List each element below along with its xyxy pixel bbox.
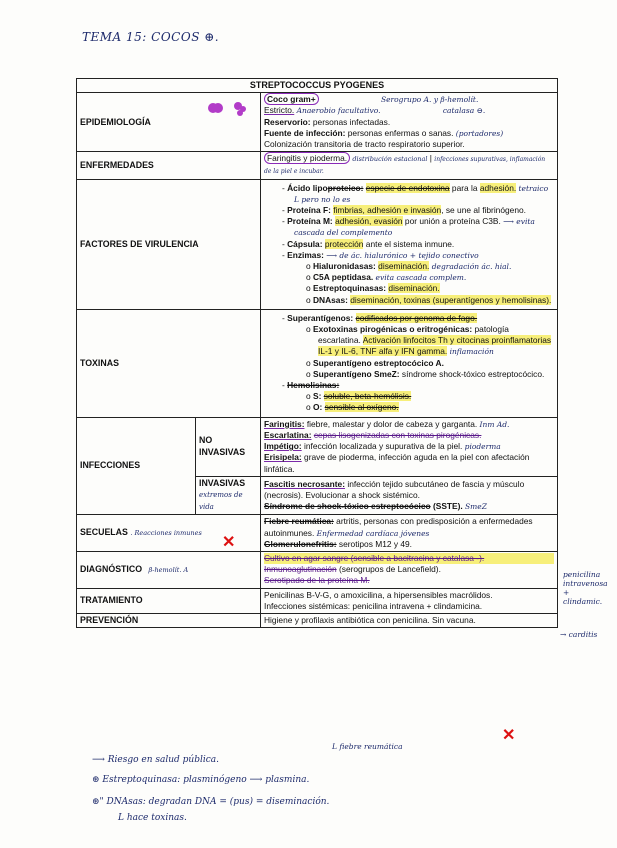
footer-note-4: L hace toxinas. — [118, 813, 187, 823]
fuente-label: Fuente de infección: — [264, 127, 346, 138]
side-note-carditis: → carditis — [560, 630, 598, 639]
cell-secuelas: Fiebre reumática: artritis, personas con predisposición a enfermedades autoinmunes. Enfermedad cardíaca jóvenes Glomerulonefritis: serotipos M12 y 49. — [261, 515, 558, 552]
page-heading: TEMA 15: COCOS ⊕. — [82, 30, 220, 44]
row-diagnostico — [77, 551, 558, 588]
cell-invasivas: Fascitis necrosante: infección tejido subcutáneo de fascia y músculo (necrosis). Evolucionar a shock sistémico. Síndrome de shock-tóxico estreptocócico (SSTE). SmeZ — [261, 476, 558, 515]
cell-enfermedades: Faringitis y pioderma. distribución estacional | infecciones supurativas, inflamación de la piel e incubar. — [261, 152, 558, 179]
footer-note-2: ⊛ Estreptoquinasa: plasminógeno ⟶ plasmina. — [92, 775, 310, 785]
prevencion-below-note: L fiebre reumática — [332, 742, 403, 751]
hemolisina-s-item: o S: soluble, beta-hemólisis. — [318, 391, 554, 402]
enfermedades-text: Faringitis y pioderma. — [264, 152, 350, 164]
label-tratamiento: TRATAMIENTO — [77, 588, 261, 613]
dnasas-item: o DNAsas: diseminación, toxinas (superantígenos y hemolisinas). — [318, 295, 554, 306]
proteina-f-item: - Proteína F: fimbrias, adhesión e invasión, se une al fibrinógeno. — [294, 205, 554, 216]
label-diagnostico: DIAGNÓSTICO β-hemolít. A — [77, 551, 261, 588]
superantigeno-a-item: o Superantígeno estreptocócico A. — [318, 358, 554, 369]
label-invasivas: INVASIVAS extremos de vida — [196, 476, 261, 515]
cell-toxinas — [261, 309, 558, 417]
row-epidemiologia — [77, 93, 558, 152]
row-prevencion — [77, 613, 558, 627]
reservorio-text: personas infectadas. — [312, 116, 391, 127]
capsula-item: - Cápsula: protección ante el sistema inmune. — [294, 239, 554, 250]
hemolisina-o-item: o O: sensible al oxígeno. — [318, 402, 554, 413]
label-prevencion: PREVENCIÓN — [77, 613, 261, 627]
label-virulencia: FACTORES DE VIRULENCIA — [77, 179, 261, 309]
smez-item: o Superantígeno SmeZ: síndrome shock-tóxico estreptocócico. — [318, 369, 554, 380]
row-enfermedades — [77, 152, 558, 179]
inflamacion-note: inflamación — [449, 347, 494, 357]
drawing-icon — [205, 100, 250, 122]
estreptoquinasas-item: o Estreptoquinasas: diseminación. — [318, 283, 554, 294]
table-title: STREPTOCOCCUS PYOGENES — [77, 79, 558, 93]
enfermedades-note-1: distribución estacional — [352, 155, 428, 164]
estricto: Estricto. — [264, 105, 295, 116]
label-no-invasivas: NO INVASIVAS — [196, 417, 261, 476]
acido-item: - Ácido lipoproteico: especie de endotoxina para la adhesión. tetraico L pero no lo es — [294, 183, 554, 205]
reservorio-label: Reservorio: — [264, 116, 311, 127]
row-toxinas — [77, 309, 558, 417]
estricto-note: Anaerobio facultativo. — [296, 106, 381, 116]
streptococcus-table — [76, 78, 558, 628]
hialuronidasas-item: o Hialuronidasas: diseminación. degradación ác. hial. — [318, 261, 554, 272]
cell-prevencion: Higiene y profilaxis antibiótica con penicilina. Sin vacuna. — [261, 613, 558, 627]
enzimas-item: - Enzimas: ⟶ de ác. hialurónico + tejido conectivo o Hialuronidasas: diseminación. degradación ác. hial. o C5A peptidasa. evita cascada complem. o Estreptoquinasas: diseminación. o DNAsas: diseminación, toxinas (superantígenos y hemolisinas). — [294, 250, 554, 306]
portadores-note: (portadores) — [455, 128, 504, 138]
enfermedades-note-2: infecciones supurativas, inflamación de la piel e incubar. — [264, 156, 546, 176]
superantigenos-item: - Superantígenos: codificados por genoma de fago. o Exotoxinas pirogénicas o eritrogénicas: patología escarlatina. Activación linfocitos Th y citocinas proinflamatorias IL-1 y IL-6, TNF alfa y IFN gamma. inflamación o Superantígeno estreptocócico A. o Superantígeno SmeZ: síndrome shock-tóxico estreptocócico. — [294, 313, 554, 380]
serogrupo-note: Serogrupo A. y β-hemolít. — [380, 95, 479, 105]
proteina-m-item: - Proteína M: adhesión, evasión por unión a proteína C3B. ⟶ evita cascada del complemento — [294, 216, 554, 238]
cross-mark-icon: ✕ — [222, 534, 236, 551]
label-enfermedades: ENFERMEDADES — [77, 152, 261, 179]
exotoxinas-item: o Exotoxinas pirogénicas o eritrogénicas: patología escarlatina. Activación linfocitos Th y citocinas proinflamatorias IL-1 y IL-6, TNF alfa y IFN gamma. inflamación — [318, 324, 554, 358]
cross-mark-icon: ✕ — [502, 727, 516, 744]
row-tratamiento — [77, 588, 558, 613]
row-secuelas — [77, 515, 558, 552]
label-infecciones: INFECCIONES — [77, 417, 196, 515]
cell-virulencia — [261, 179, 558, 309]
coco-gram: Coco gram+ — [264, 93, 319, 105]
cell-diagnostico: Cultivo en agar sangre (sensible a bacitracina y catalasa -). Inmunoaglutinación (serogrupos de Lancefield). Serotipado de la proteína M. — [261, 551, 558, 588]
hemolisinas-item: - Hemolisinas: o S: soluble, beta-hemólisis. o O: sensible al oxígeno. — [294, 380, 554, 414]
label-epidemiologia: EPIDEMIOLOGÍA — [77, 93, 261, 152]
colonizacion-text: Colonización transitoria de tracto respiratorio superior. — [264, 139, 465, 150]
label-toxinas: TOXINAS — [77, 309, 261, 417]
side-note-penicilina: penicilina intravenosa + clindamic. — [563, 570, 608, 606]
cell-tratamiento: Penicilinas B-V-G, o amoxicilina, a hipersensibles macrólidos. Infecciones sistémicas: penicilina intravena + clindamicina. — [261, 588, 558, 613]
cell-no-invasivas: Faringitis: fiebre, malestar y dolor de cabeza y garganta. Inm Ad. Escarlatina: cepas lisogenizadas con toxinas pirogénicas. Impétigo: infección localizada y supurativa de la piel. pioderma Erisipela: grave de pioderma, infección aguda en la piel con afectación linfática. — [261, 417, 558, 476]
footer-note-3: ⊛" DNAsas: degradan DNA = (pus) = diseminación. — [92, 797, 330, 807]
row-infecciones-no-invasivas — [77, 417, 558, 476]
row-virulencia — [77, 179, 558, 309]
footer-note-1: ⟶ Riesgo en salud pública. — [92, 755, 220, 765]
label-secuelas: SECUELAS . Reacciones inmunes — [77, 515, 261, 552]
cell-epidemiologia — [261, 93, 558, 152]
c5a-item: o C5A peptidasa. evita cascada complem. — [318, 272, 554, 283]
catalasa-note: catalasa ⊖. — [442, 106, 486, 116]
fuente-text: personas enfermas o sanas. — [347, 127, 454, 138]
